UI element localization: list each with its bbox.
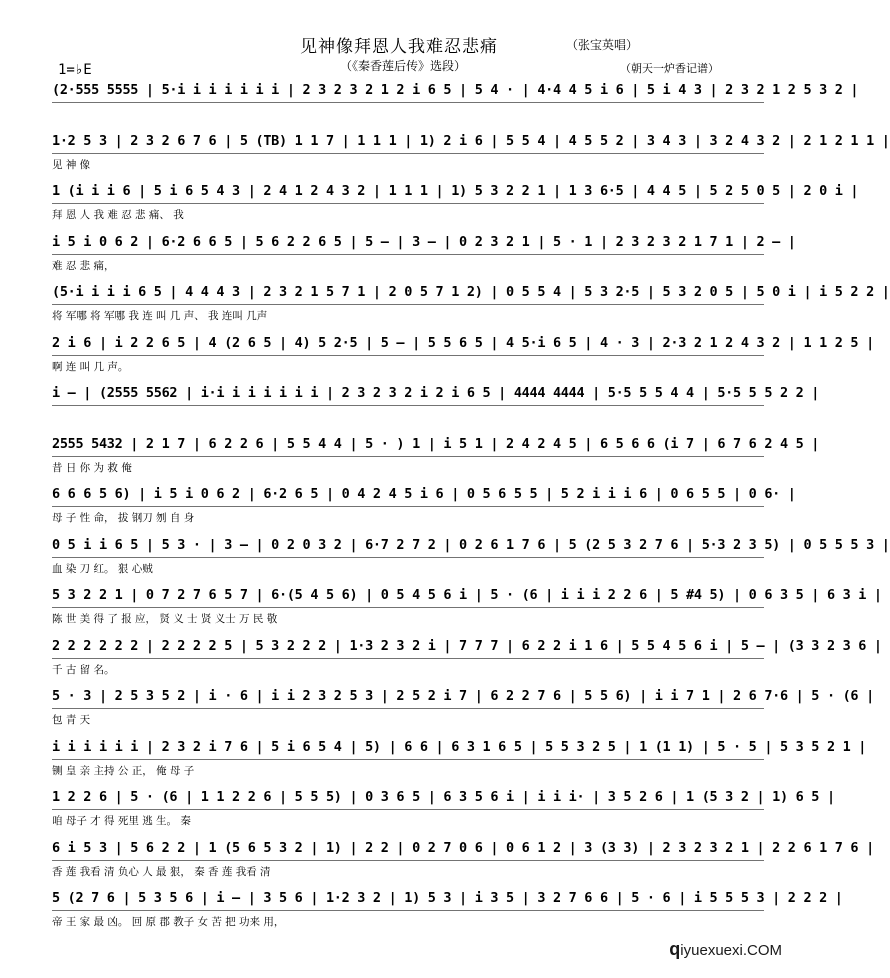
beam-underline <box>52 504 764 507</box>
beam-underline <box>52 151 764 154</box>
lyric-line: 将 军哪 将 军哪 我 连 叫 几 声、 我 连叫 几声 <box>52 310 268 322</box>
lyric-line: 见 神 像 <box>52 158 91 171</box>
notation-line: 2 2 2 2 2 2 | 2 2 2 2 5 | 5 3 2 2 2 | 1·3 2 3 2 i | 7 7 7 | 6 2 2 i 1 6 | 5 5 4 5 6 i | 5 — | (3 3 2 3 6 | <box>52 637 882 654</box>
lyric-line: 难 忍 悲 痛， <box>52 259 115 272</box>
notation-line: 1 2 2 6 | 5 · (6 | 1 1 2 2 6 | 5 5 5) | 0 3 6 5 | 6 3 5 6 i | i i i· | 3 5 2 6 | 1 (5 3 2 | 1) 6 5 | <box>52 789 835 805</box>
beam-underline <box>52 454 764 457</box>
lyric-line: 香 莲 我看 清 负心 人 最 狠， 秦 香 莲 我看 清 <box>52 865 271 878</box>
notation-line: 6 6 6 5 6) | i 5 i 0 6 2 | 6·2 6 5 | 0 4 2 4 5 i 6 | 0 5 6 5 5 | 5 2 i i i 6 | 0 6 5 5 | 0 6· | <box>52 486 796 502</box>
lyric-line: 啊 连 叫 几 声。 <box>52 360 129 373</box>
notation-line: 1·2 5 3 | 2 3 2 6 7 6 | 5 (TB) 1 1 7 | 1 1 1 | 1) 2 i 6 | 5 5 4 | 4 5 5 2 | 3 4 3 | 3 2 4 3 2 | 2 1 2 1 1 | <box>52 132 890 149</box>
beam-underline <box>52 807 764 810</box>
notation-line: i 5 i 0 6 2 | 6·2 6 6 5 | 5 6 2 2 6 5 | 5 — | 3 — | 0 2 3 2 1 | 5 · 1 | 2 3 2 3 2 1 7 1 | 2 — | <box>52 233 796 250</box>
watermark-lead: q <box>669 939 681 959</box>
notation-line: (5·i i i i 6 5 | 4 4 4 3 | 2 3 2 1 5 7 1 | 2 0 5 7 1 2) | 0 5 5 4 | 5 3 2·5 | 5 3 2 0 5 | 5 0 i | i 5 2 2 | <box>52 284 890 300</box>
beam-underline <box>52 201 764 204</box>
watermark-text: iyuexuexi.COM <box>680 942 782 959</box>
beam-underline <box>52 858 764 861</box>
lyric-line: 咱 母子 才 得 死里 逃 生。 秦 <box>52 815 191 827</box>
key-signature: 1=♭E <box>58 62 92 78</box>
beam-underline <box>52 555 764 558</box>
notation-line: i i i i i i | 2 3 2 i 7 6 | 5 i 6 5 4 | 5) | 6 6 | 6 3 1 6 5 | 5 5 3 2 5 | 1 (1 1) | 5 · 5 | 5 3 5 2 1 | <box>52 738 867 755</box>
beam-underline <box>52 656 764 659</box>
score-system <box>52 888 843 948</box>
notation-line: i — | (2555 5562 | i·i i i i i i i | 2 3 2 3 2 i 2 i 6 5 | 4444 4444 | 5·5 5 5 4 4 | 5·5 5 5 2 2 | <box>52 385 820 401</box>
notation-line: 5 · 3 | 2 5 3 5 2 | i · 6 | i i 2 3 2 5 3 | 2 5 2 i 7 | 6 2 2 7 6 | 5 5 6) | i i 7 1 | 2 6 7·6 | 5 · (6 | <box>52 688 874 704</box>
score-title: 见神像拜恩人我难忍悲痛 <box>300 37 498 57</box>
beam-underline <box>52 302 764 305</box>
notation-line: 5 3 2 2 1 | 0 7 2 7 6 5 7 | 6·(5 4 5 6) | 0 5 4 5 6 i | 5 · (6 | i i i 2 2 6 | 5 #4 5) | 0 6 3 5 | 6 3 i | <box>52 587 882 603</box>
beam-underline <box>52 706 764 709</box>
lyric-line: 母 子 性 命， 拔 钢刀 刎 自 身 <box>52 512 195 524</box>
notator-credit: （朝天一炉香记谱） <box>620 62 719 75</box>
source-credit: （《秦香莲后传》选段） <box>340 59 467 73</box>
singer-credit: （张宝英唱） <box>566 38 639 52</box>
lyric-line: 包 青 天 <box>52 714 91 726</box>
lyric-line: 千 古 留 名。 <box>52 663 115 676</box>
beam-underline <box>52 403 764 406</box>
site-watermark <box>669 939 782 960</box>
beam-underline <box>52 757 764 760</box>
beam-underline <box>52 908 764 911</box>
beam-underline <box>52 353 764 356</box>
notation-line: (2·555 5555 | 5·i i i i i i i | 2 3 2 3 2 1 2 i 6 5 | 5 4 · | 4·4 4 5 i 6 | 5 i 4 3 | 2 3 2 1 2 5 3 2 | <box>52 82 859 98</box>
notation-line: 6 i 5 3 | 5 6 2 2 | 1 (5 6 5 3 2 | 1) | 2 2 | 0 2 7 0 6 | 0 6 1 2 | 3 (3 3) | 2 3 2 3 2 1 | 2 2 6 1 7 6 | <box>52 839 874 856</box>
notation-line: 1 (i i i 6 | 5 i 6 5 4 3 | 2 4 1 2 4 3 2 | 1 1 1 | 1) 5 3 2 2 1 | 1 3 6·5 | 4 4 5 | 5 2 5 0 5 | 2 0 i | <box>52 183 859 199</box>
beam-underline <box>52 100 764 103</box>
notation-line: 2555 5432 | 2 1 7 | 6 2 2 6 | 5 5 4 4 | 5 · ) 1 | i 5 1 | 2 4 2 4 5 | 6 5 6 6 (i 7 | 6 7 6 2 4 5 | <box>52 435 820 452</box>
lyric-line: 帝 王 家 最 凶。 回 原 郡 教子 女 苦 把 功来 用， <box>52 916 285 928</box>
lyric-line: 昔 日 你 为 救 俺 <box>52 461 132 474</box>
notation-line: 5 (2 7 6 | 5 3 5 6 | i — | 3 5 6 | 1·2 3 2 | 1) 5 3 | i 3 5 | 3 2 7 6 6 | 5 · 6 | i 5 5 5 3 | 2 2 2 | <box>52 890 843 906</box>
lyric-line: 陈 世 美 得 了 报 应， 贤 义 士 贤 义士 万 民 敬 <box>52 613 278 625</box>
lyric-line: 血 染 刀 红。 狠 心贼 <box>52 562 153 575</box>
beam-underline <box>52 252 764 255</box>
lyric-line: 铡 皇 亲 主持 公 正， 俺 母 子 <box>52 764 195 777</box>
lyric-line: 拜 恩 人 我 难 忍 悲 痛、 我 <box>52 209 184 221</box>
notation-line: 2 i 6 | i 2 2 6 5 | 4 (2 6 5 | 4) 5 2·5 | 5 — | 5 5 6 5 | 4 5·i 6 5 | 4 · 3 | 2·3 2 1 2 4 3 2 | 1 1 2 5 | <box>52 334 874 351</box>
beam-underline <box>52 605 764 608</box>
notation-line: 0 5 i i 6 5 | 5 3 · | 3 — | 0 2 0 3 2 | 6·7 2 7 2 | 0 2 6 1 7 6 | 5 (2 5 3 2 7 6 | 5·3 2 3 5) | 0 5 5 5 3 | <box>52 536 890 553</box>
